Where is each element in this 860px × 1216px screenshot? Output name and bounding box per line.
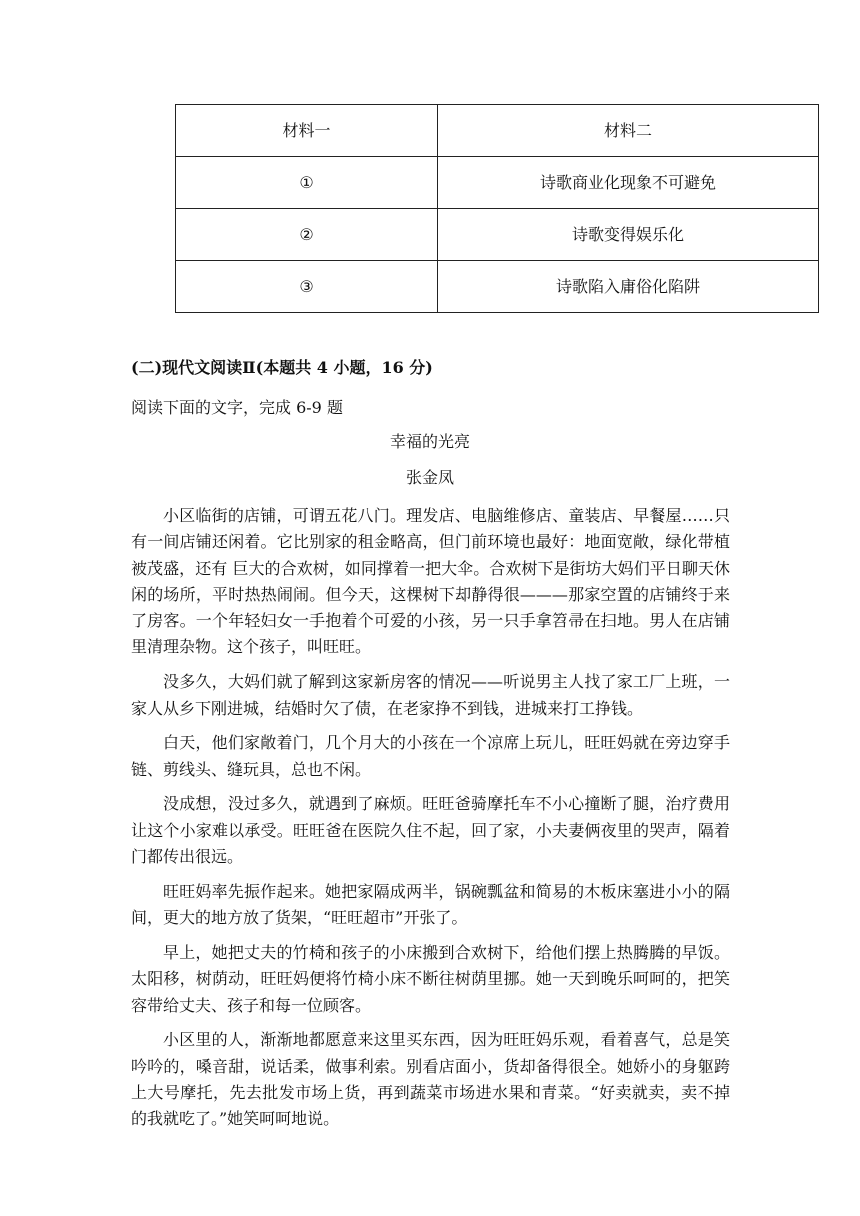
table-row — [176, 209, 819, 261]
table-cell: ① — [176, 157, 438, 209]
table-row — [176, 157, 819, 209]
table-header-row — [176, 105, 819, 157]
paragraph: 没成想，没过多久，就遇到了麻烦。旺旺爸骑摩托车不小心撞断了腿，治疗费用让这个小家难以承受。旺旺爸在医院久住不起，回了家，小夫妻俩夜里的哭声，隔着门都传出很远。 — [131, 794, 730, 867]
section-heading: (二)现代文阅读Ⅱ(本题共 4 小题，16 分) — [131, 358, 433, 377]
paragraph: 小区里的人，渐渐地都愿意来这里买东西，因为旺旺妈乐观，看着喜气，总是笑吟吟的，嗓音甜，说话柔，做事利索。别看店面小，货却备得很全。她娇小的身躯跨上大号摩托，先去批发市场上货，再到蔬菜市场进水果和青菜。“好卖就卖，卖不掉的我就吃了。”她笑呵呵地说。 — [131, 1030, 730, 1129]
materials-table — [175, 104, 819, 313]
paragraph: 白天，他们家敞着门，几个月大的小孩在一个凉席上玩儿，旺旺妈就在旁边穿手链、剪线头、缝玩具，总也不闲。 — [131, 733, 730, 779]
table-cell: 诗歌陷入庸俗化陷阱 — [438, 261, 819, 313]
article-author: 张金凤 — [405, 468, 454, 487]
paragraph: 早上，她把丈夫的竹椅和孩子的小床搬到合欢树下，给他们摆上热腾腾的早饭。太阳移，树荫动，旺旺妈便将竹椅小床不断往树荫里挪。她一天到晚乐呵呵的，把笑容带给丈夫、孩子和每一位顾客。 — [131, 942, 730, 1015]
table-cell: ③ — [176, 261, 438, 313]
table-cell: 诗歌变得娱乐化 — [438, 209, 819, 261]
article-title: 幸福的光亮 — [389, 432, 470, 451]
table-cell: 诗歌商业化现象不可避免 — [438, 157, 819, 209]
paragraph: 小区临街的店铺，可谓五花八门。理发店、电脑维修店、童装店、早餐屋……只有一间店铺还闲着。它比别家的租金略高，但门前环境也最好：地面宽敞，绿化带植被茂盛，还有 巨大的合欢树，如同撑着一把大伞。合欢树下是街坊大妈们平日聊天休闲的场所，平时热热闹闹。但今天，这棵树下却静得很———那家空置的店铺终于来了房客。一个年轻妇女一手抱着个可爱的小孩，另一只手拿笤帚在扫地。男人在店铺里清理杂物。这个孩子，叫旺旺。 — [131, 506, 730, 657]
table-header-cell: 材料二 — [438, 105, 819, 157]
paragraph: 旺旺妈率先振作起来。她把家隔成两半，锅碗瓢盆和简易的木板床塞进小小的隔间，更大的地方放了货架，“旺旺超市”开张了。 — [131, 881, 730, 928]
table-row — [176, 261, 819, 313]
table-cell: ② — [176, 209, 438, 261]
table-header-cell: 材料一 — [176, 105, 438, 157]
article-body — [131, 503, 730, 1141]
instruction-text: 阅读下面的文字，完成 6-9 题 — [131, 398, 343, 417]
paragraph: 没多久，大妈们就了解到这家新房客的情况——听说男主人找了家工厂上班，一家人从乡下刚进城，结婚时欠了债，在老家挣不到钱，进城来打工挣钱。 — [131, 672, 730, 718]
